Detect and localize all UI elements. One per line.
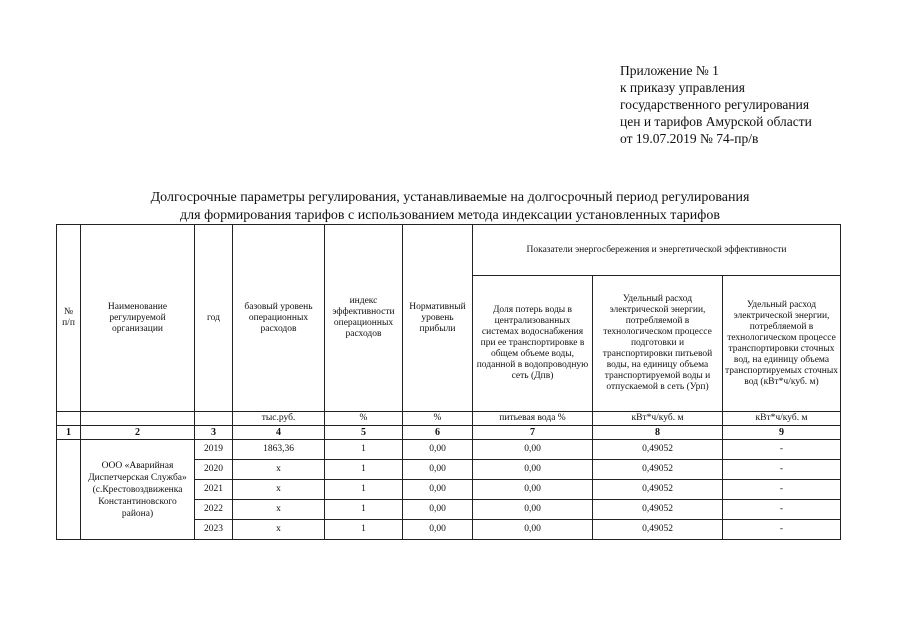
cell-losses: 0,00 <box>473 500 593 520</box>
cell-specific-sewage: - <box>723 480 841 500</box>
column-number: 2 <box>81 426 195 440</box>
cell-profit: 0,00 <box>403 460 473 480</box>
unit-cell <box>195 412 233 426</box>
cell-profit: 0,00 <box>403 500 473 520</box>
header-num: № п/п <box>57 225 81 412</box>
cell-index: 1 <box>325 520 403 540</box>
header-org: Наименование регулируемой организации <box>81 225 195 412</box>
column-number: 4 <box>233 426 325 440</box>
row-number-cell <box>57 440 81 540</box>
cell-profit: 0,00 <box>403 520 473 540</box>
appendix-line: от 19.07.2019 № 74-пр/в <box>620 131 759 146</box>
document-title <box>40 189 860 225</box>
header-year: год <box>195 225 233 412</box>
cell-year: 2022 <box>195 500 233 520</box>
column-number: 3 <box>195 426 233 440</box>
unit-base: тыс.руб. <box>233 412 325 426</box>
unit-losses: питьевая вода % <box>473 412 593 426</box>
cell-specific-sewage: - <box>723 440 841 460</box>
cell-base: x <box>233 480 325 500</box>
cell-specific-sewage: - <box>723 520 841 540</box>
cell-specific-water: 0,49052 <box>593 520 723 540</box>
column-number: 6 <box>403 426 473 440</box>
column-number: 9 <box>723 426 841 440</box>
cell-index: 1 <box>325 500 403 520</box>
cell-losses: 0,00 <box>473 520 593 540</box>
header-base: базовый уровень операционных расходов <box>233 225 325 412</box>
cell-base: 1863,36 <box>233 440 325 460</box>
table-row <box>57 440 841 460</box>
unit-profit: % <box>403 412 473 426</box>
cell-year: 2021 <box>195 480 233 500</box>
header-losses: Доля потерь воды в централизованных системах водоснабжения при ее транспортировке в общем объеме воды, поданной в водопроводную сеть (Дпв) <box>473 276 593 412</box>
cell-losses: 0,00 <box>473 460 593 480</box>
unit-specific-sewage: кВт*ч/куб. м <box>723 412 841 426</box>
cell-year: 2020 <box>195 460 233 480</box>
header-specific-water: Удельный расход электрической энергии, потребляемой в технологическом процессе подготовки и транспортировки питьевой воды, на единицу объема транспортируемой воды и отпускаемой в сеть (Урп) <box>593 276 723 412</box>
cell-specific-sewage: - <box>723 460 841 480</box>
appendix-line: цен и тарифов Амурской области <box>620 114 812 129</box>
header-specific-sewage: Удельный расход электрической энергии, потребляемой в технологическом процессе транспортировки сточных вод, на единицу объема транспортируемых сточных вод (кВт*ч/куб. м) <box>723 276 841 412</box>
appendix-line: государственного регулирования <box>620 97 810 112</box>
cell-profit: 0,00 <box>403 480 473 500</box>
cell-index: 1 <box>325 440 403 460</box>
cell-year: 2023 <box>195 520 233 540</box>
unit-specific-water: кВт*ч/куб. м <box>593 412 723 426</box>
cell-losses: 0,00 <box>473 480 593 500</box>
organization-name: ООО «Аварийная Диспетчерская Служба» (с.Крестовоздвиженка Константиновского района) <box>81 440 195 540</box>
cell-specific-water: 0,49052 <box>593 440 723 460</box>
cell-losses: 0,00 <box>473 440 593 460</box>
appendix-line: к приказу управления <box>620 80 745 95</box>
title-line: для формирования тарифов с использованием метода индексации установленных тарифов <box>180 208 720 223</box>
unit-index: % <box>325 412 403 426</box>
cell-base: x <box>233 460 325 480</box>
cell-index: 1 <box>325 460 403 480</box>
parameters-table <box>56 224 841 540</box>
appendix-line: Приложение № 1 <box>620 63 719 78</box>
cell-specific-water: 0,49052 <box>593 460 723 480</box>
cell-base: x <box>233 500 325 520</box>
unit-cell <box>57 412 81 426</box>
cell-specific-sewage: - <box>723 500 841 520</box>
cell-base: x <box>233 520 325 540</box>
header-energy-group: Показатели энергосбережения и энергетической эффективности <box>473 225 841 276</box>
appendix-block <box>620 62 890 147</box>
cell-index: 1 <box>325 480 403 500</box>
column-number: 5 <box>325 426 403 440</box>
cell-specific-water: 0,49052 <box>593 480 723 500</box>
header-profit: Нормативный уровень прибыли <box>403 225 473 412</box>
column-number: 8 <box>593 426 723 440</box>
unit-cell <box>81 412 195 426</box>
cell-specific-water: 0,49052 <box>593 500 723 520</box>
cell-year: 2019 <box>195 440 233 460</box>
column-number: 7 <box>473 426 593 440</box>
header-index: индекс эффективности операционных расходов <box>325 225 403 412</box>
title-line: Долгосрочные параметры регулирования, устанавливаемые на долгосрочный период регулирования <box>150 190 750 205</box>
column-number: 1 <box>57 426 81 440</box>
cell-profit: 0,00 <box>403 440 473 460</box>
